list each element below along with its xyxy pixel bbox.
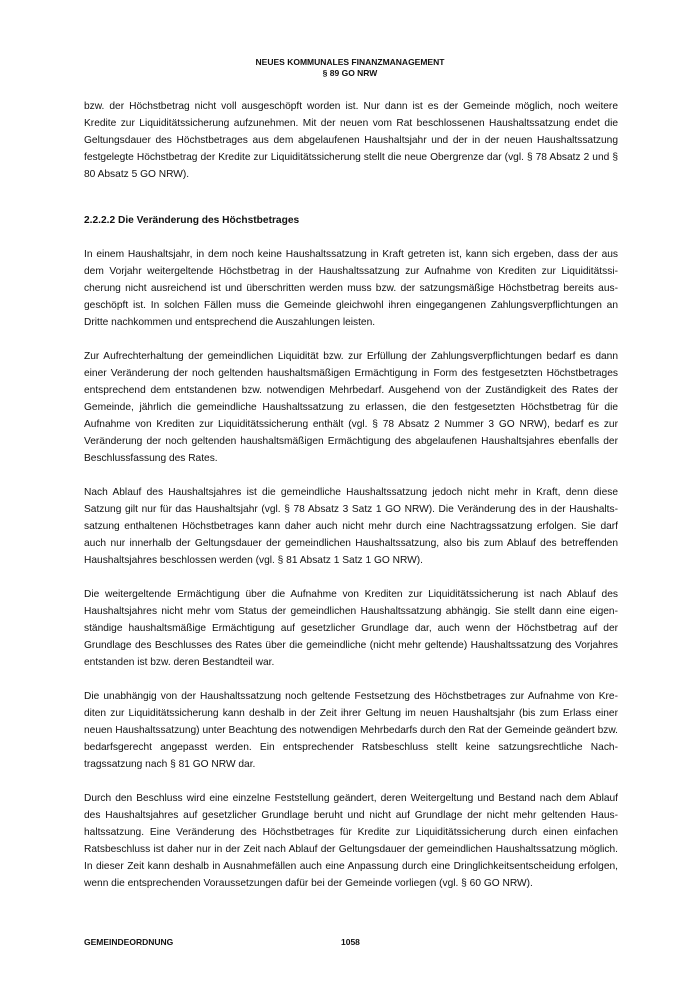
body-paragraph: Zur Aufrechterhaltung der gemeindlichen Liquidität bzw. zur Erfüllung der Zahlungsverpflichtungen bedarf es dann einer Veränderung der noch geltenden haushaltsmäßigen Ermächtigung in Form des festgesetzten Höchstbetrages entsprechend dem entstandenen bzw. notwendigen Mehrbedarf. Ausgehend von der Zuständigkeit des Rates der Gemeinde, jährlich die gemeindliche Haushaltssatzung zu erlassen, die den festgesetzten Höchstbetrag für die Aufnahme von Krediten zur Liquiditätssicherung enthält (vgl. § 78 Absatz 2 Nummer 3 GO NRW), bedarf es zur Veränderung der noch geltenden haushaltsmäßigen Ermächtigung des abgelaufenen Haushaltsjahres ebenfalls der Beschlussfassung des Rates. — [84, 351, 618, 464]
body-paragraph: In einem Haushaltsjahr, in dem noch keine Haushaltssatzung in Kraft getreten ist, kann sich ergeben, dass der aus dem Vorjahr weitergeltende Höchstbetrag in der Haushaltssatzung zur Aufnahme von Krediten zur Liquiditätssicherung nicht ausreichend ist und überschritten werden muss bzw. der satzungsmäßige Höchstbetrag bereits ausgeschöpft ist. In solchen Fällen muss die Gemeinde gleichwohl ihren eingegangenen Zahlungsverpflichtungen an Dritte nachkommen und entsprechend die Auszahlungen leisten. — [84, 249, 618, 328]
header-title: NEUES KOMMUNALES FINANZMANAGEMENT — [255, 57, 445, 67]
body-paragraph: Die unabhängig von der Haushaltssatzung noch geltende Festsetzung des Höchstbetrages zur Aufnahme von Krediten zur Liquiditätssicherung kann deshalb in der Zeit ihrer Geltung im neuen Haushaltsjahr (bis zum Erlass einer neuen Haushaltssatzung) unter Beachtung des notwendigen Mehrbedarfs durch den Rat der Gemeinde geändert bzw. bedarfsgerecht angepasst werden. Ein entsprechender Ratsbeschluss stellt keine satzungsrechtliche Nachtragssatzung nach § 81 GO NRW dar. — [84, 691, 618, 770]
body-paragraph: Nach Ablauf des Haushaltsjahres ist die gemeindliche Haushaltssatzung jedoch nicht mehr in Kraft, denn diese Satzung gilt nur für das Haushaltsjahr (vgl. § 78 Absatz 3 Satz 1 GO NRW). Die Veränderung des in der Haushaltssatzung enthaltenen Höchstbetrages kann daher auch nicht mehr durch eine Nachtragssatzung erfolgen. Sie darf auch nur innerhalb der Geltungsdauer der gemeindlichen Haushaltssatzung, also bis zum Ablauf des betreffenden Haushaltsjahres beschlossen werden (vgl. § 81 Absatz 1 Satz 1 GO NRW). — [84, 487, 618, 566]
page-header — [0, 57, 700, 79]
section-spacer — [84, 200, 618, 212]
footer-document-title: GEMEINDEORDNUNG — [84, 937, 174, 947]
document-body — [84, 98, 618, 909]
body-paragraph: Durch den Beschluss wird eine einzelne Feststellung geändert, deren Weitergeltung und Bestand nach dem Ablauf des Haushaltsjahres auf gesetzlicher Grundlage beruht und nicht auf Grundlage der nicht mehr geltenden Haushaltssatzung. Eine Veränderung des Höchstbetrages für Kredite zur Liquiditätssicherung durch einen einfachen Ratsbeschluss ist daher nur in der Zeit nach Ablauf der Geltungsdauer der gemeindlichen Haushaltssatzung möglich. In dieser Zeit kann deshalb in Ausnahmefällen auch eine Anpassung durch eine Dringlichkeitsentscheidung erfolgen, wenn die entsprechenden Voraussetzungen dafür bei der Gemeinde vorliegen (vgl. § 60 GO NRW). — [84, 793, 618, 889]
body-paragraph: Die weitergeltende Ermächtigung über die Aufnahme von Krediten zur Liquiditätssicherung ist nach Ablauf des Haushaltsjahres nicht mehr vom Status der gemeindlichen Haushaltssatzung abhängig. Sie stellt dann eine eigenständige haushaltsmäßige Ermächtigung auf gesetzlicher Grundlage dar, auch wenn der Höchstbetrag auf der Grundlage des Beschlusses des Rates über die gemeindliche (nicht mehr geltende) Haushaltssatzung des Vorjahres entstanden ist bzw. deren Bestandteil war. — [84, 589, 618, 668]
section-heading: 2.2.2.2 Die Veränderung des Höchstbetrages — [84, 215, 300, 226]
header-subtitle: § 89 GO NRW — [322, 68, 378, 78]
intro-paragraph: bzw. der Höchstbetrag nicht voll ausgeschöpft worden ist. Nur dann ist es der Gemeinde möglich, noch weitere Kredite zur Liquiditätssicherung aufzunehmen. Mit der neuen vom Rat beschlossenen Haushaltssatzung endet die Geltungsdauer des Höchstbetrages aus dem abgelaufenen Haushaltsjahr und der in der neuen Haushaltssatzung festgelegte Höchstbetrag der Kredite zur Liquiditätssicherung stellt die neue Obergrenze dar (vgl. § 78 Absatz 2 und § 80 Absatz 5 GO NRW). — [84, 101, 618, 180]
page-number: 1058 — [341, 937, 360, 947]
